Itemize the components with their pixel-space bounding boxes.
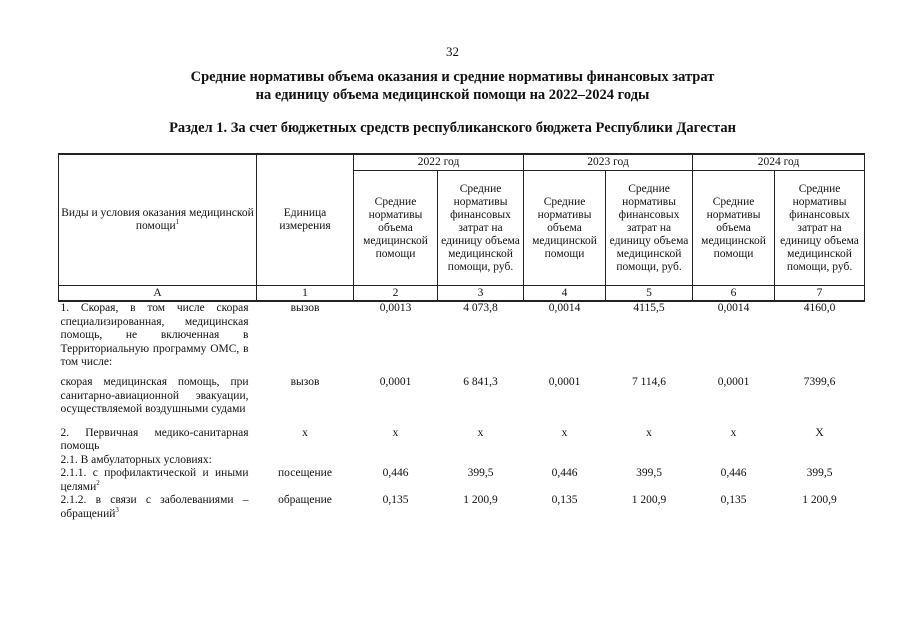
header-volume-2024: Средние нормативы объема медицинской помощи <box>693 171 775 286</box>
header-year-2024: 2024 год <box>693 154 865 171</box>
column-number: 1 <box>257 286 354 302</box>
header-cost-2022: Средние нормативы финансовых затрат на единицу объема медицинской помощи, руб. <box>438 171 524 286</box>
table-row <box>59 301 865 376</box>
cost-2023-cell: х <box>646 426 652 439</box>
volume-2024-cell: 0,0014 <box>717 302 750 314</box>
norms-table <box>58 153 865 521</box>
header-unit: Единица измерения <box>257 154 354 286</box>
cost-2022-cell: х <box>477 426 484 439</box>
header-cost-2023: Средние нормативы финансовых затрат на единицу объема медицинской помощи, руб. <box>606 171 693 286</box>
row-spacer <box>59 417 865 427</box>
unit-cell: посещение <box>278 467 332 479</box>
header-year-2022: 2022 год <box>354 154 524 171</box>
footnote-mark: 1 <box>175 218 180 227</box>
cost-2024-cell: Х <box>815 426 824 439</box>
header-cost-2024: Средние нормативы финансовых затрат на единицу объема медицинской помощи, руб. <box>775 171 865 286</box>
cost-2023-cell: 399,5 <box>636 467 662 479</box>
table-row <box>59 427 865 454</box>
volume-2022-cell <box>354 454 438 468</box>
cost-2023-cell: 1 200,9 <box>631 494 667 506</box>
column-number: 7 <box>775 286 865 302</box>
footnote-mark: 3 <box>115 505 119 514</box>
row-name: 2.1. В амбулаторных условиях: <box>60 453 212 466</box>
volume-2023-cell: х <box>561 426 568 439</box>
column-number: 5 <box>606 286 693 302</box>
cost-2024-cell: 7399,6 <box>803 376 836 388</box>
header-volume-2022: Средние нормативы объема медицинской помощи <box>354 171 438 286</box>
column-number: А <box>59 286 257 302</box>
header-kind: Виды и условия оказания медицинской помощи$^1$ <box>59 154 257 286</box>
volume-2024-cell <box>693 454 775 468</box>
document-title <box>0 68 905 104</box>
header-year-2023: 2023 год <box>524 154 693 171</box>
section-title: Раздел 1. За счет бюджетных средств республиканского бюджета Республики Дагестан <box>169 120 736 136</box>
unit-cell: обращение <box>278 494 332 506</box>
unit-cell: вызов <box>290 376 320 388</box>
cost-2024-cell: 399,5 <box>806 467 833 479</box>
row-name-cell <box>59 467 257 494</box>
cost-2022-cell: 399,5 <box>467 467 494 479</box>
cost-2023-cell <box>606 454 693 468</box>
volume-2023-cell: 0,0001 <box>548 376 581 388</box>
volume-2024-cell: х <box>730 426 737 439</box>
table-row <box>59 454 865 468</box>
cost-2024-cell: 4160,0 <box>803 302 836 314</box>
row-name: 2. Первичная медико-санитарная помощь <box>60 426 249 452</box>
row-name: 2.1.2. в связи с заболеваниями – обращений <box>60 494 249 520</box>
column-number: 3 <box>438 286 524 302</box>
volume-2024-cell: 0,0001 <box>717 376 750 388</box>
table-row <box>59 494 865 521</box>
row-name-cell <box>59 494 257 521</box>
row-name: скорая медицинская помощь, при санитарно-авиационной эвакуации, осуществляемой воздушными судами <box>60 376 249 415</box>
cost-2022-cell: 6 841,3 <box>463 376 498 388</box>
title-line-1: Средние нормативы объема оказания и средние нормативы финансовых затрат <box>190 69 715 85</box>
cost-2024-cell: 1 200,9 <box>802 494 837 506</box>
cost-2023-cell: 4115,5 <box>633 302 665 314</box>
row-name-cell <box>59 301 257 376</box>
volume-2022-cell: 0,0013 <box>379 302 412 314</box>
table-row <box>59 376 865 417</box>
header-volume-2023: Средние нормативы объема медицинской помощи <box>524 171 606 286</box>
header-row-years <box>59 154 865 171</box>
row-name: 1. Скорая, в том числе скорая специализированная, медицинская помощь, не включенная в Территориальную программу ОМС, в том числе: <box>60 302 249 368</box>
page-number: 32 <box>446 44 459 59</box>
volume-2023-cell <box>524 454 606 468</box>
volume-2023-cell: 0,446 <box>551 467 578 479</box>
column-number: 6 <box>693 286 775 302</box>
column-number: 4 <box>524 286 606 302</box>
unit-cell <box>257 454 354 468</box>
row-name-cell <box>59 454 257 468</box>
table-row <box>59 467 865 494</box>
volume-2022-cell: х <box>392 426 399 439</box>
row-name: 2.1.1. с профилактической и иными целями <box>60 467 249 493</box>
row-name-cell <box>59 427 257 454</box>
cost-2022-cell: 4 073,8 <box>463 302 498 314</box>
spacer-cell <box>59 417 865 427</box>
volume-2024-cell: 0,446 <box>720 467 747 479</box>
title-line-2: на единицу объема медицинской помощи на 2022–2024 годы <box>255 87 650 103</box>
volume-2022-cell: 0,0001 <box>379 376 412 388</box>
cost-2024-cell <box>775 454 865 468</box>
volume-2022-cell: 0,135 <box>382 494 409 506</box>
volume-2024-cell: 0,135 <box>720 494 747 506</box>
cost-2022-cell: 1 200,9 <box>463 494 498 506</box>
column-number: 2 <box>354 286 438 302</box>
header-row-column-numbers <box>59 286 865 302</box>
cost-2022-cell <box>438 454 524 468</box>
cost-2023-cell: 7 114,6 <box>631 376 667 388</box>
volume-2023-cell: 0,0014 <box>548 302 581 314</box>
volume-2022-cell: 0,446 <box>382 467 409 479</box>
volume-2023-cell: 0,135 <box>551 494 578 506</box>
unit-cell: х <box>302 426 308 439</box>
row-name-cell <box>59 376 257 417</box>
footnote-mark: 2 <box>96 478 100 487</box>
unit-cell: вызов <box>290 302 320 314</box>
